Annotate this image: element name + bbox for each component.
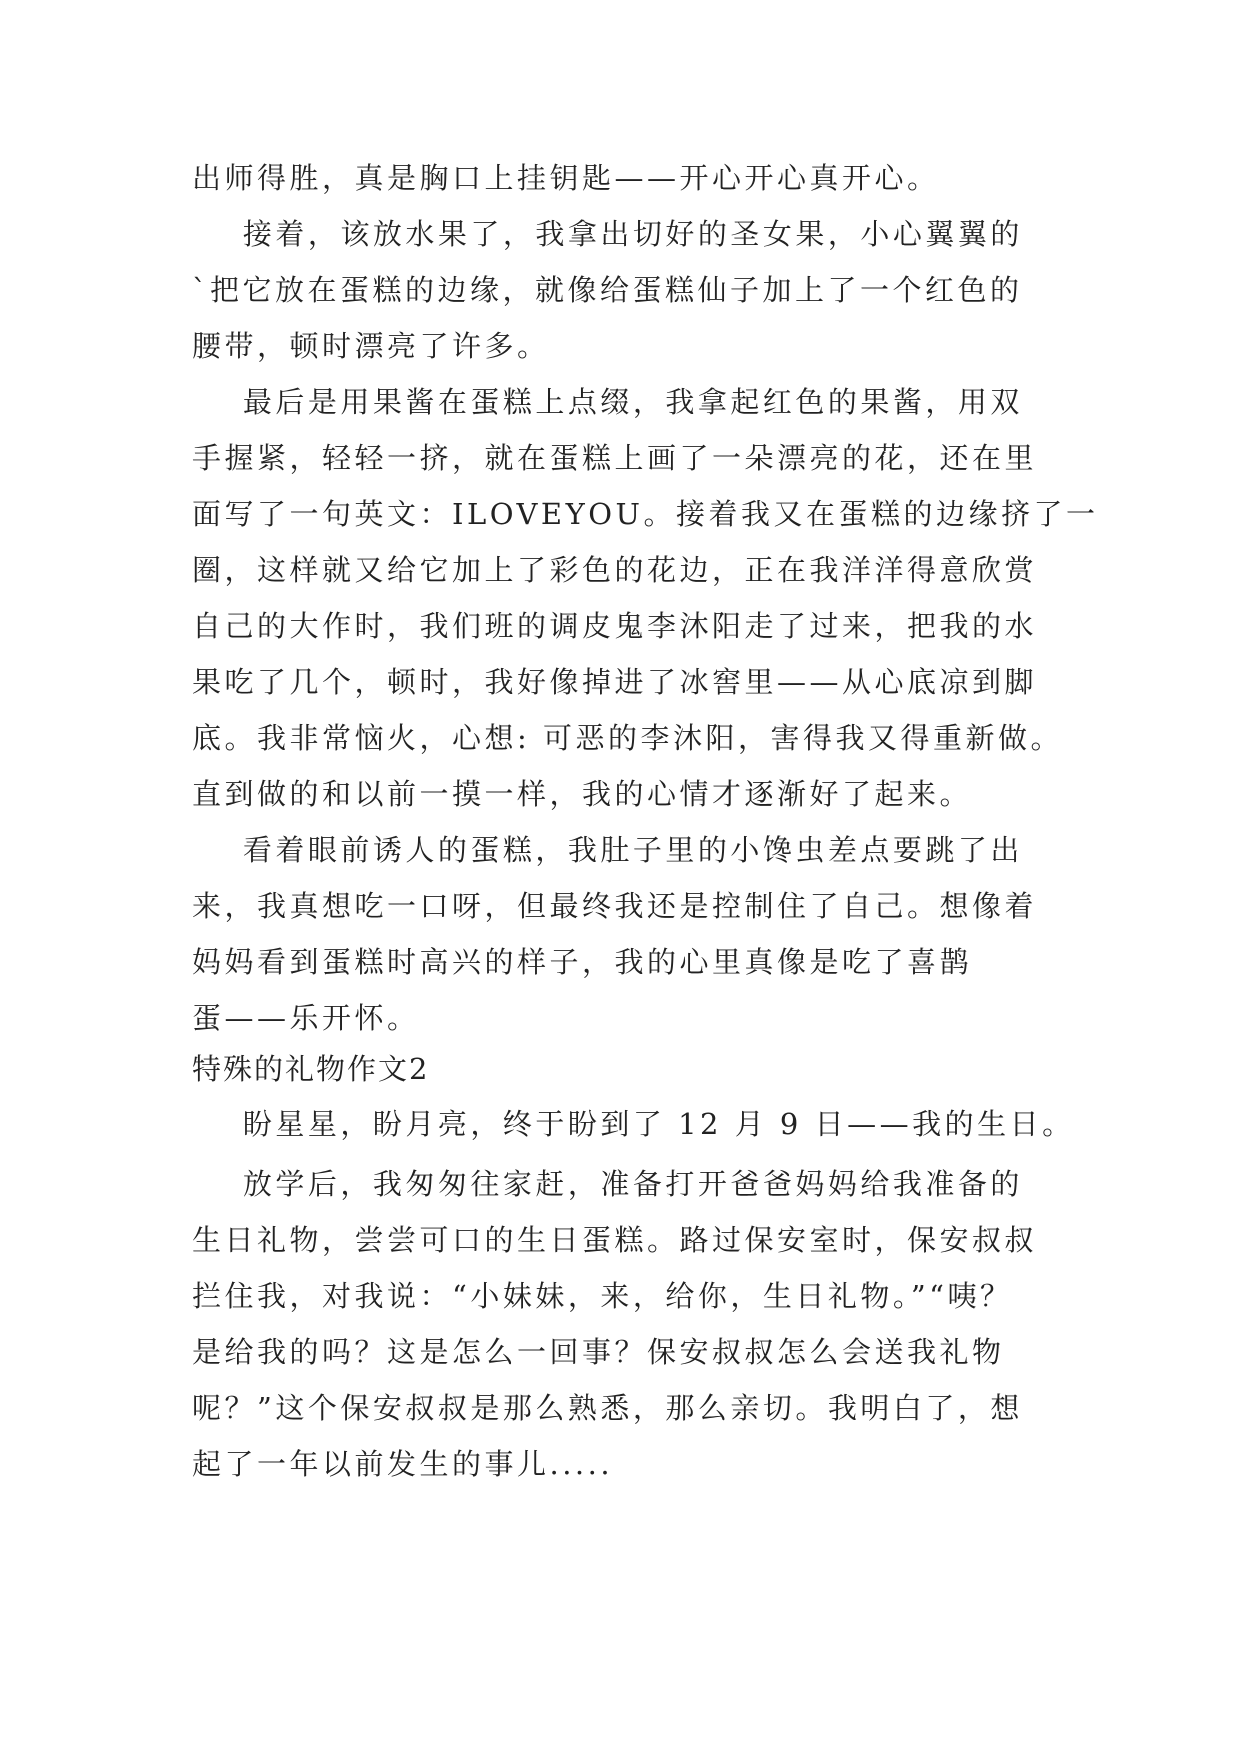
text-line: 呢？”这个保安叔叔是那么熟悉，那么亲切。我明白了，想 <box>192 1391 1023 1425</box>
paragraph-start-line: 最后是用果酱在蛋糕上点缀，我拿起红色的果酱，用双 <box>192 385 1023 419</box>
paragraph-start-line: 放学后，我匆匆往家赶，准备打开爸爸妈妈给我准备的 <box>192 1167 1023 1201</box>
text-line: 面写了一句英文：ILOVEYOU。接着我又在蛋糕的边缘挤了一 <box>192 497 1099 531</box>
text-line: 起了一年以前发生的事儿..... <box>192 1447 614 1481</box>
text-line: `把它放在蛋糕的边缘，就像给蛋糕仙子加上了一个红色的 <box>192 273 1023 307</box>
text-line: 自己的大作时，我们班的调皮鬼李沐阳走了过来，把我的水 <box>192 609 1038 643</box>
text-line: 圈，这样就又给它加上了彩色的花边，正在我洋洋得意欣赏 <box>192 553 1038 587</box>
text-line: 妈妈看到蛋糕时高兴的样子，我的心里真像是吃了喜鹊 <box>192 945 973 979</box>
text-line: 出师得胜，真是胸口上挂钥匙——开心开心真开心。 <box>192 161 940 195</box>
text-line: 果吃了几个，顿时，我好像掉进了冰窖里——从心底凉到脚 <box>192 665 1038 699</box>
text-line: 直到做的和以前一摸一样，我的心情才逐渐好了起来。 <box>192 777 973 811</box>
section-title: 特殊的礼物作文2 <box>192 1052 430 1086</box>
text-line: 是给我的吗？这是怎么一回事？保安叔叔怎么会送我礼物 <box>192 1335 1005 1369</box>
paragraph-start-line: 接着，该放水果了，我拿出切好的圣女果，小心翼翼的 <box>192 217 1023 251</box>
paragraph-start-line: 看着眼前诱人的蛋糕，我肚子里的小馋虫差点要跳了出 <box>192 833 1023 867</box>
text-line: 生日礼物，尝尝可口的生日蛋糕。路过保安室时，保安叔叔 <box>192 1223 1038 1257</box>
text-line: 蛋——乐开怀。 <box>192 1001 420 1035</box>
text-line: 底。我非常恼火，心想: 可恶的李沐阳，害得我又得重新做。 <box>192 721 1063 755</box>
paragraph-start-line: 盼星星，盼月亮，终于盼到了 12 月 9 日——我的生日。 <box>192 1107 1075 1141</box>
text-line: 拦住我，对我说：“小妹妹，来，给你，生日礼物。”“咦？ <box>192 1279 1013 1313</box>
text-line: 腰带，顿时漂亮了许多。 <box>192 329 550 363</box>
text-line: 来，我真想吃一口呀，但最终我还是控制住了自己。想像着 <box>192 889 1038 923</box>
document-page <box>192 150 1099 1492</box>
text-line: 手握紧，轻轻一挤，就在蛋糕上画了一朵漂亮的花，还在里 <box>192 441 1038 475</box>
